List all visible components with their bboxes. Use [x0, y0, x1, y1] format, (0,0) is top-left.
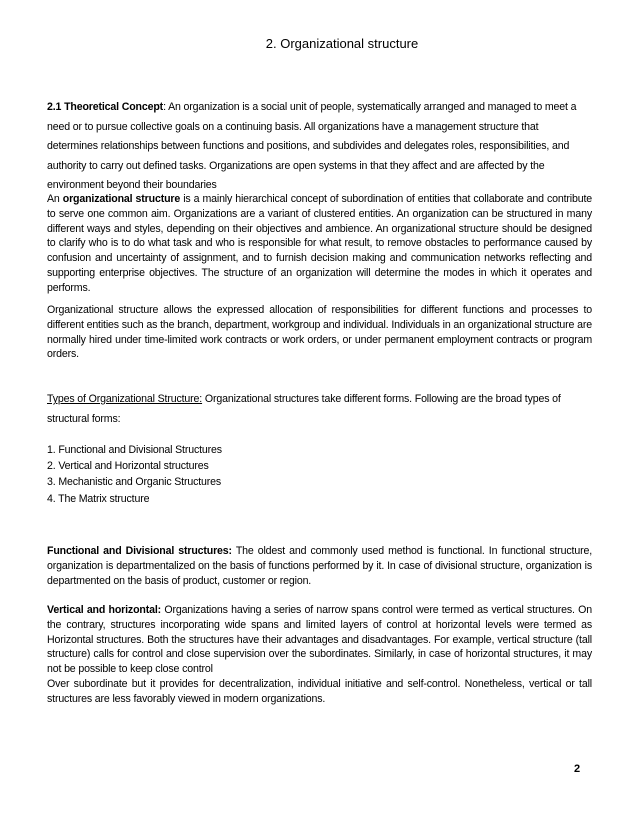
- types-label: Types of Organizational Structure:: [47, 393, 203, 405]
- functional-divisional-text: The oldest and commonly used method is functional. In functional structure, organization is departmentalized on the basis of functions performed by it. In case of divisional structure, organization is departmented on the basis of product, customer or region.: [47, 545, 592, 587]
- vertical-horizontal-label: Vertical and horizontal:: [47, 604, 162, 616]
- theoretical-concept-paragraph: [47, 98, 592, 196]
- organizational-structure-paragraph: [47, 192, 592, 296]
- types-paragraph: [47, 390, 592, 429]
- theoretical-concept-text: : An organization is a social unit of people, systematically arranged and managed to meet a need or to pursue collective goals on a continuing basis. All organizations have a management structure that determines relationships between functions and positions, and subdivides and delegates roles, responsibilities, and authority to carry out defined tasks. Organizations are open systems in that they affect and are affected by the environment beyond their boundaries: [47, 101, 577, 191]
- list-item: 4. The Matrix structure: [47, 492, 150, 505]
- page-title: 2. Organizational structure: [265, 36, 419, 51]
- organizational-structure-term: organizational structure: [62, 193, 181, 205]
- list-item: 1. Functional and Divisional Structures: [47, 444, 222, 456]
- allocation-paragraph: Organizational structure allows the expressed allocation of responsibilities for different functions and processes to different entities such as the branch, department, workgroup and individual. Individuals in an organizational structure are normally hired under time-limited work contracts or work orders, or under permanent employment contracts or program orders.: [47, 304, 592, 361]
- para1-lead: An: [47, 193, 63, 205]
- vertical-horizontal-paragraph: [47, 603, 592, 707]
- functional-divisional-label: Functional and Divisional structures:: [47, 545, 232, 557]
- para1-text: is a mainly hierarchical concept of subordination of entities that collaborate and contribute to serve one common aim. Organizations are a variant of clustered entities. An organization can be structured in many different ways and styles, depending on their objectives and ambience. An organizational structure should be designed to clarify who is to do what task and who is responsible for what result, to remove obstacles to performance caused by confusion and uncertainty of assignment, and to furnish decision making and communication networks reflecting and supporting enterprise objectives. The structure of an organization will determine the modes in which it operates and performs.: [47, 193, 592, 294]
- page-number: 2: [574, 763, 580, 775]
- list-item: 2. Vertical and Horizontal structures: [47, 460, 209, 473]
- vertical-horizontal-text-2: Over subordinate but it provides for decentralization, individual initiative and self-control. Nonetheless, vertical or tall structures are less favorably viewed in modern organizations.: [47, 677, 592, 705]
- types-text: Organizational structures take different forms. Following are the broad types of structural forms:: [47, 393, 561, 425]
- functional-divisional-paragraph: [47, 544, 592, 588]
- theoretical-concept-label: 2.1 Theoretical Concept: [47, 101, 164, 113]
- vertical-horizontal-text: Organizations having a series of narrow spans control were termed as vertical structures. On the contrary, structures incorporating wide spans and limited layers of control at horizontal levels were termed as Horizontal structures. Both the structures have their advantages and disadvantages. For example, vertical structure (tall structure) calls for control and close supervision over the subordinates. Similarly, in case of horizontal structures, it may not be possible to keep close control: [47, 604, 593, 676]
- structure-types-list: [47, 442, 222, 507]
- list-item: 3. Mechanistic and Organic Structures: [47, 476, 222, 489]
